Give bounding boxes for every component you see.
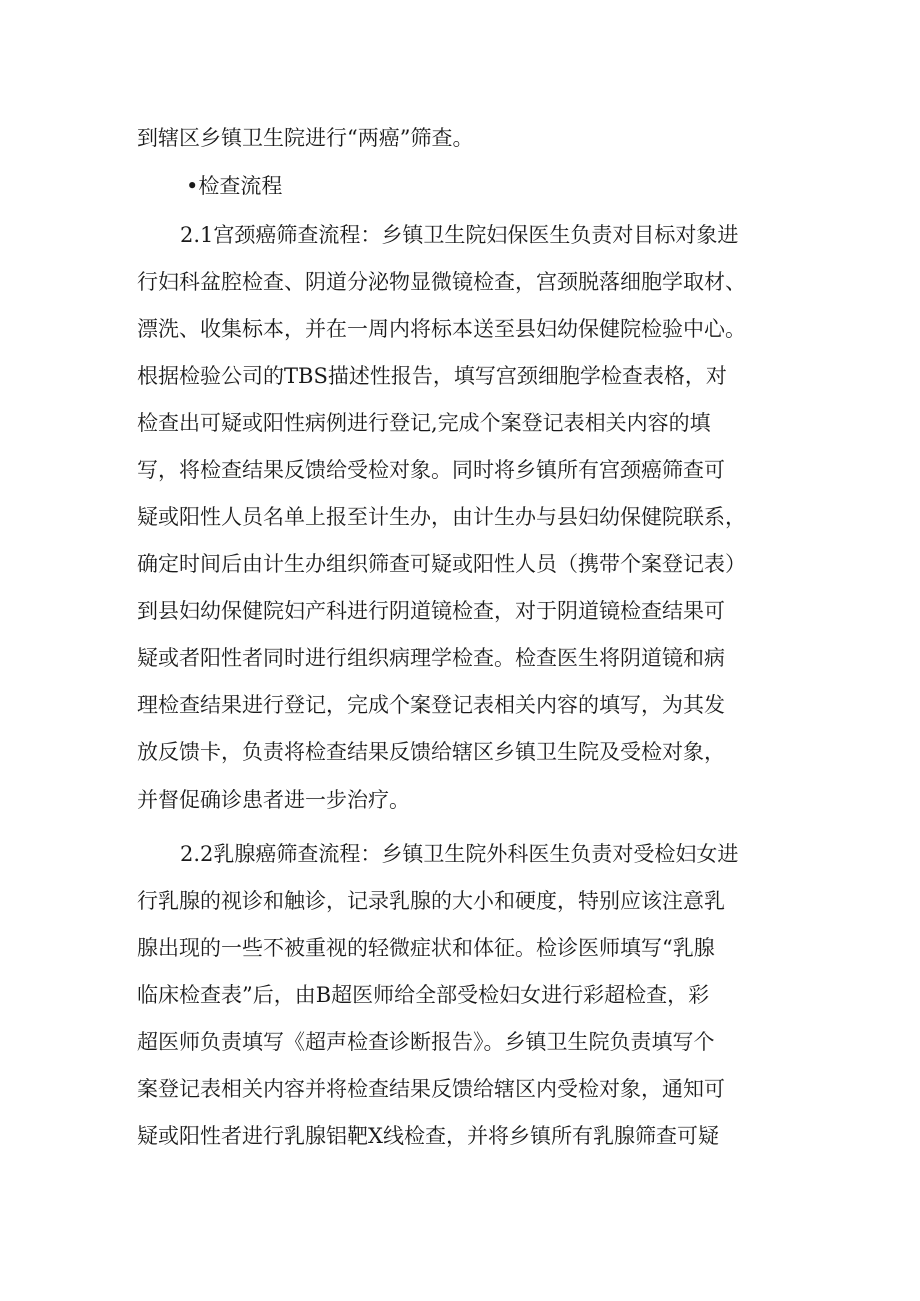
text-line: 疑或阳性者进行乳腺铝靶X线检查，并将乡镇所有乳腺筛查可疑 — [137, 1124, 719, 1148]
text-line: 到县妇幼保健院妇产科进行阴道镜检查，对于阴道镜检查结果可 — [137, 599, 725, 623]
text-line: 案登记表相关内容并将检查结果反馈给辖区内受检对象，通知可 — [137, 1077, 725, 1101]
paragraph-start: 2.2乳腺癌筛查流程：乡镇卫生院外科医生负责对受检妇女进 — [180, 842, 739, 866]
text-line: 检查出可疑或阳性病例进行登记,完成个案登记表相关内容的填 — [137, 411, 711, 435]
text-line: 并督促确诊患者进一步治疗。 — [137, 788, 410, 812]
text-line: 写，将检查结果反馈给受检对象。同时将乡镇所有宫颈癌筛查可 — [137, 458, 725, 482]
text-line: 行乳腺的视诊和触诊，记录乳腺的大小和硬度，特别应该注意乳 — [137, 889, 725, 913]
text-line: 临床检查表”后，由B超医师给全部受检妇女进行彩超检查，彩 — [137, 983, 710, 1007]
text-line: 确定时间后由计生办组织筛查可疑或阳性人员（携带个案登记表） — [137, 552, 746, 576]
text-line: 疑或者阳性者同时进行组织病理学检查。检查医生将阴道镜和病 — [137, 646, 725, 670]
section-heading: •检查流程 — [186, 174, 283, 198]
text-line: 超医师负责填写《超声检查诊断报告》。乡镇卫生院负责填写个 — [137, 1030, 715, 1054]
paragraph-start: 2.1宫颈癌筛查流程：乡镇卫生院妇保医生负责对目标对象进 — [180, 223, 739, 247]
text-line: 漂洗、收集标本，并在一周内将标本送至县妇幼保健院检验中心。 — [137, 317, 746, 341]
text-line: 到辖区乡镇卫生院进行“两癌”筛查。 — [137, 126, 474, 150]
text-line: 理检查结果进行登记，完成个案登记表相关内容的填写，为其发 — [137, 693, 725, 717]
text-line: 放反馈卡，负责将检查结果反馈给辖区乡镇卫生院及受检对象， — [137, 740, 725, 764]
text-line: 根据检验公司的TBS描述性报告，填写宫颈细胞学检查表格，对 — [137, 364, 727, 388]
text-line: 行妇科盆腔检查、阴道分泌物显微镜检查，宫颈脱落细胞学取材、 — [137, 270, 746, 294]
text-line: 腺出现的一些不被重视的轻微症状和体征。检诊医师填写“乳腺 — [137, 936, 715, 960]
text-line: 疑或阳性人员名单上报至计生办，由计生办与县妇幼保健院联系， — [137, 505, 746, 529]
